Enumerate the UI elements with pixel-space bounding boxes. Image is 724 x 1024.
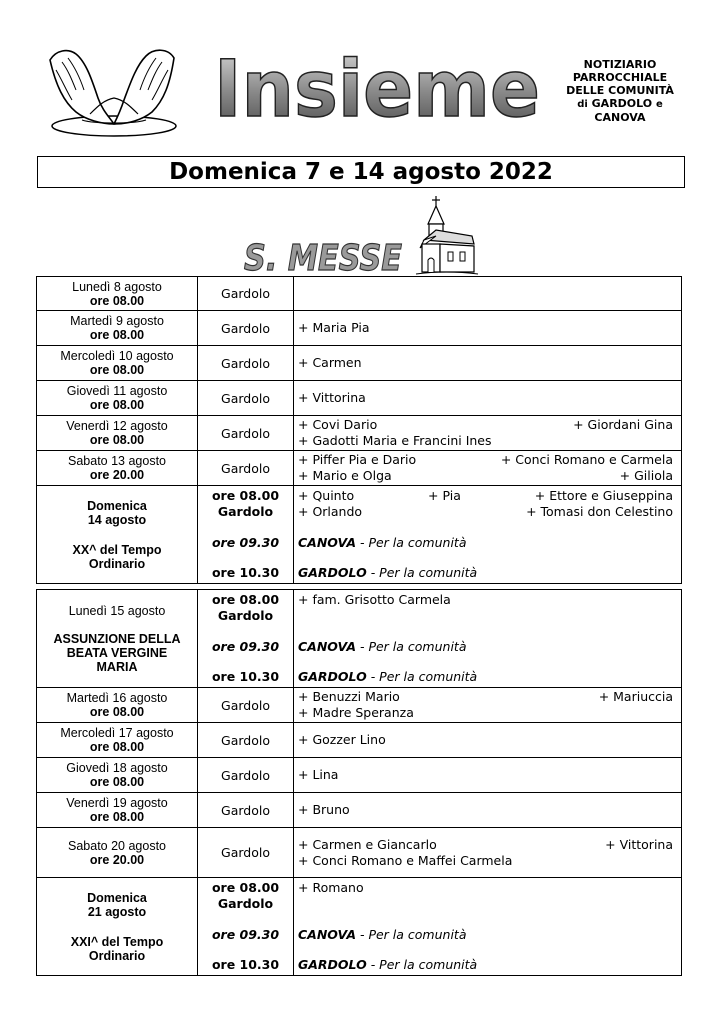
day-cell <box>37 758 198 793</box>
subtitle-di: di <box>577 99 588 110</box>
subtitle-line: PARROCCHIALE <box>572 71 668 84</box>
place-cell: Gardolo <box>198 277 294 311</box>
praying-hands-logo <box>42 40 182 140</box>
day-label: Lunedì 8 agosto <box>72 279 162 294</box>
intention: + Piffer Pia e Dario <box>298 452 417 467</box>
mass-time: ore 08.00 <box>89 293 145 308</box>
time-group <box>198 592 293 624</box>
intention: + Giliola <box>619 468 673 483</box>
subtitle-line: CANOVA <box>594 111 646 124</box>
time-stack <box>198 590 293 686</box>
intention-line <box>298 689 673 705</box>
day-cell <box>37 451 198 486</box>
liturgical-time: Ordinario <box>88 948 146 963</box>
table-row <box>37 723 682 758</box>
mass-time: ore 20.00 <box>89 468 145 482</box>
church-icon <box>416 196 478 276</box>
mass-schedule-week-2 <box>36 589 682 976</box>
day-label: Venerdì 12 agosto <box>66 419 168 433</box>
mass-place: Gardolo <box>217 504 274 519</box>
table-row <box>37 758 682 793</box>
liturgical-time: XX^ del Tempo <box>72 542 162 557</box>
mass-time: ore 08.00 <box>211 592 280 607</box>
day-cell <box>37 723 198 758</box>
mass-time: ore 08.00 <box>89 775 145 789</box>
community-note: - Per la comunità <box>356 534 467 550</box>
spacer <box>298 608 673 624</box>
intention-group <box>298 488 673 520</box>
day-cell <box>37 793 198 828</box>
intentions-cell <box>294 311 682 346</box>
day-label: Domenica <box>87 498 147 513</box>
subtitle-line: DELLE COMUNITÀ <box>566 84 674 97</box>
intention: + fam. Grisotto Carmela <box>298 592 451 607</box>
day-label: Mercoledì 17 agosto <box>60 726 174 740</box>
intention: + Vittorina <box>605 836 673 852</box>
intention-line <box>298 802 673 818</box>
intention-line <box>298 468 673 484</box>
intentions-cell <box>294 723 682 758</box>
place-cell: Gardolo <box>198 451 294 486</box>
day-label: Sabato 13 agosto <box>68 454 166 468</box>
community-mass <box>298 565 673 581</box>
mass-time: ore 20.00 <box>89 852 145 867</box>
feast-name: MARIA <box>96 659 138 674</box>
day-label: Lunedì 15 agosto <box>68 603 166 618</box>
intention: + Tomasi don Celestino <box>526 504 673 519</box>
intention-line <box>298 355 673 371</box>
day-cell <box>37 381 198 416</box>
intention: + Covi Dario <box>298 417 378 432</box>
intentions-cell <box>294 758 682 793</box>
intention-group <box>298 592 673 624</box>
intention-line <box>298 705 673 721</box>
location-name: GARDOLO <box>298 957 367 972</box>
table-row <box>37 277 682 311</box>
intentions-cell <box>294 878 682 976</box>
subtitle-gardolo: GARDOLO <box>591 97 653 110</box>
day-cell <box>37 828 198 878</box>
mass-time: ore 09.30 <box>211 926 280 942</box>
intention: + Mariuccia <box>598 689 673 704</box>
subtitle-e: e <box>655 99 663 110</box>
intention-line <box>298 320 673 336</box>
intentions-cell <box>294 416 682 451</box>
liturgical-time: XXI^ del Tempo <box>70 934 164 949</box>
table-row <box>37 451 682 486</box>
place-cell: Gardolo <box>198 688 294 723</box>
intention: + Gozzer Lino <box>298 732 386 747</box>
section-title-logo <box>240 232 410 277</box>
day-cell <box>37 346 198 381</box>
day-label: Giovedì 11 agosto <box>66 384 168 398</box>
section-title: S. MESSE <box>244 238 403 279</box>
mass-schedule-week-1 <box>36 276 682 584</box>
intention-line <box>298 433 673 449</box>
mass-place: Gardolo <box>217 608 274 623</box>
feast-name: BEATA VERGINE <box>66 645 168 660</box>
table-row <box>37 346 682 381</box>
intention: + Orlando <box>298 504 363 519</box>
intention-line <box>298 417 673 433</box>
day-label: Martedì 16 agosto <box>66 691 168 705</box>
place-cell: Gardolo <box>198 416 294 451</box>
community-mass <box>298 639 673 655</box>
community-mass <box>298 535 673 551</box>
community-mass <box>298 669 673 685</box>
intentions-cell <box>294 451 682 486</box>
table-row <box>37 793 682 828</box>
intention-stack <box>298 486 673 582</box>
community-mass <box>298 957 673 973</box>
holiday-row <box>37 590 682 688</box>
day-date: 21 agosto <box>87 904 147 919</box>
mass-time: ore 09.30 <box>211 638 280 654</box>
intention: + Conci Romano e Maffei Carmela <box>298 852 513 868</box>
intentions-cell <box>294 486 682 584</box>
time-group <box>198 488 293 520</box>
table-row <box>37 828 682 878</box>
newsletter-subtitle <box>555 58 685 124</box>
community-note: - Per la comunità <box>366 669 478 684</box>
intention-line <box>298 853 673 869</box>
intention-line <box>298 504 673 520</box>
intention: + Ettore e Giuseppina <box>534 488 673 503</box>
location-name: GARDOLO <box>298 669 367 684</box>
mass-time: ore 08.00 <box>89 363 145 377</box>
intention: + Giordani Gina <box>573 417 673 432</box>
place-cell: Gardolo <box>198 723 294 758</box>
place-cell: Gardolo <box>198 311 294 346</box>
day-cell <box>37 277 198 311</box>
day-cell <box>37 486 198 584</box>
intention-line <box>298 488 673 504</box>
table-row <box>37 688 682 723</box>
place-cell: Gardolo <box>198 828 294 878</box>
location-name: GARDOLO <box>298 565 367 580</box>
intention-line <box>298 390 673 406</box>
intention: + Mario e Olga <box>298 468 392 483</box>
place-cell: Gardolo <box>198 346 294 381</box>
intention-line <box>298 767 673 783</box>
intentions-cell <box>294 688 682 723</box>
day-cell <box>37 688 198 723</box>
day-label: Giovedì 18 agosto <box>66 761 168 775</box>
intention: + Madre Speranza <box>298 705 414 720</box>
mass-time: ore 08.00 <box>211 880 280 895</box>
intention-line <box>298 452 673 468</box>
community-note: - Per la comunità <box>356 926 467 942</box>
mass-time: ore 08.00 <box>211 488 280 503</box>
mass-time: ore 10.30 <box>211 957 280 972</box>
time-stack <box>198 486 293 582</box>
intention: + Lina <box>298 767 339 782</box>
intentions-cell <box>294 277 682 311</box>
place-cell: Gardolo <box>198 758 294 793</box>
newsletter-title-logo <box>210 45 545 135</box>
feast-name: ASSUNZIONE DELLA <box>53 631 181 646</box>
day-label: Domenica <box>87 890 147 905</box>
place-cell: Gardolo <box>198 793 294 828</box>
location-name: CANOVA <box>298 638 356 654</box>
subtitle-line: NOTIZIARIO <box>583 58 657 71</box>
time-group <box>198 880 293 912</box>
date-title: Domenica 7 e 14 agosto 2022 <box>37 156 685 188</box>
day-label: Venerdì 19 agosto <box>66 796 168 810</box>
mass-time: ore 08.00 <box>89 810 145 824</box>
intention: + Carmen e Giancarlo <box>298 836 437 852</box>
intention-stack <box>298 878 673 974</box>
intention: + Quinto <box>298 488 355 503</box>
mass-place: Gardolo <box>217 896 274 911</box>
intention: + Bruno <box>298 802 350 817</box>
community-note: - Per la comunità <box>356 638 467 654</box>
day-label: Mercoledì 10 agosto <box>60 349 174 363</box>
intention: + Benuzzi Mario <box>298 689 400 704</box>
mass-time: ore 08.00 <box>89 398 145 412</box>
time-cell <box>198 878 294 976</box>
day-label: Martedì 9 agosto <box>70 314 164 328</box>
intention: + Conci Romano e Carmela <box>500 452 673 467</box>
day-cell <box>37 878 198 976</box>
mass-time: ore 10.30 <box>211 565 280 580</box>
mass-time: ore 09.30 <box>211 534 280 550</box>
intention-group <box>298 880 673 912</box>
sunday-row <box>37 878 682 976</box>
intention: + Carmen <box>298 355 362 370</box>
day-cell <box>37 311 198 346</box>
intentions-cell <box>294 346 682 381</box>
intention: + Vittorina <box>298 390 366 405</box>
mass-time: ore 10.30 <box>211 669 280 684</box>
day-cell <box>37 416 198 451</box>
community-mass <box>298 927 673 943</box>
sunday-row <box>37 486 682 584</box>
intentions-cell <box>294 793 682 828</box>
table-row <box>37 311 682 346</box>
mass-time: ore 08.00 <box>89 433 145 447</box>
table-row <box>37 416 682 451</box>
intention-stack <box>298 590 673 686</box>
day-date: 14 agosto <box>87 512 147 527</box>
location-name: CANOVA <box>298 926 356 942</box>
spacer <box>298 896 673 912</box>
mass-time: ore 08.00 <box>89 705 145 719</box>
intention: + Maria Pia <box>298 320 370 335</box>
intention-line <box>298 880 673 896</box>
time-cell <box>198 590 294 688</box>
mass-time: ore 08.00 <box>89 328 145 342</box>
location-name: CANOVA <box>298 534 356 550</box>
time-stack <box>198 878 293 974</box>
table-row <box>37 381 682 416</box>
newsletter-title: Insieme <box>214 45 540 135</box>
mass-time: ore 08.00 <box>89 740 145 754</box>
day-label: Sabato 20 agosto <box>68 838 166 853</box>
intentions-cell <box>294 381 682 416</box>
place-cell: Gardolo <box>198 381 294 416</box>
intention-line <box>298 592 673 608</box>
intentions-cell <box>294 828 682 878</box>
intentions-cell <box>294 590 682 688</box>
intention: + Romano <box>298 880 364 895</box>
day-cell <box>37 590 198 688</box>
liturgical-time: Ordinario <box>88 556 146 571</box>
community-note: - Per la comunità <box>366 957 478 972</box>
intention-line <box>298 732 673 748</box>
intention: + Gadotti Maria e Francini Ines <box>298 433 492 448</box>
community-note: - Per la comunità <box>366 565 478 580</box>
intention-line <box>298 837 673 853</box>
subtitle-line <box>555 97 685 111</box>
intention: + Pia <box>428 488 461 503</box>
time-cell <box>198 486 294 584</box>
